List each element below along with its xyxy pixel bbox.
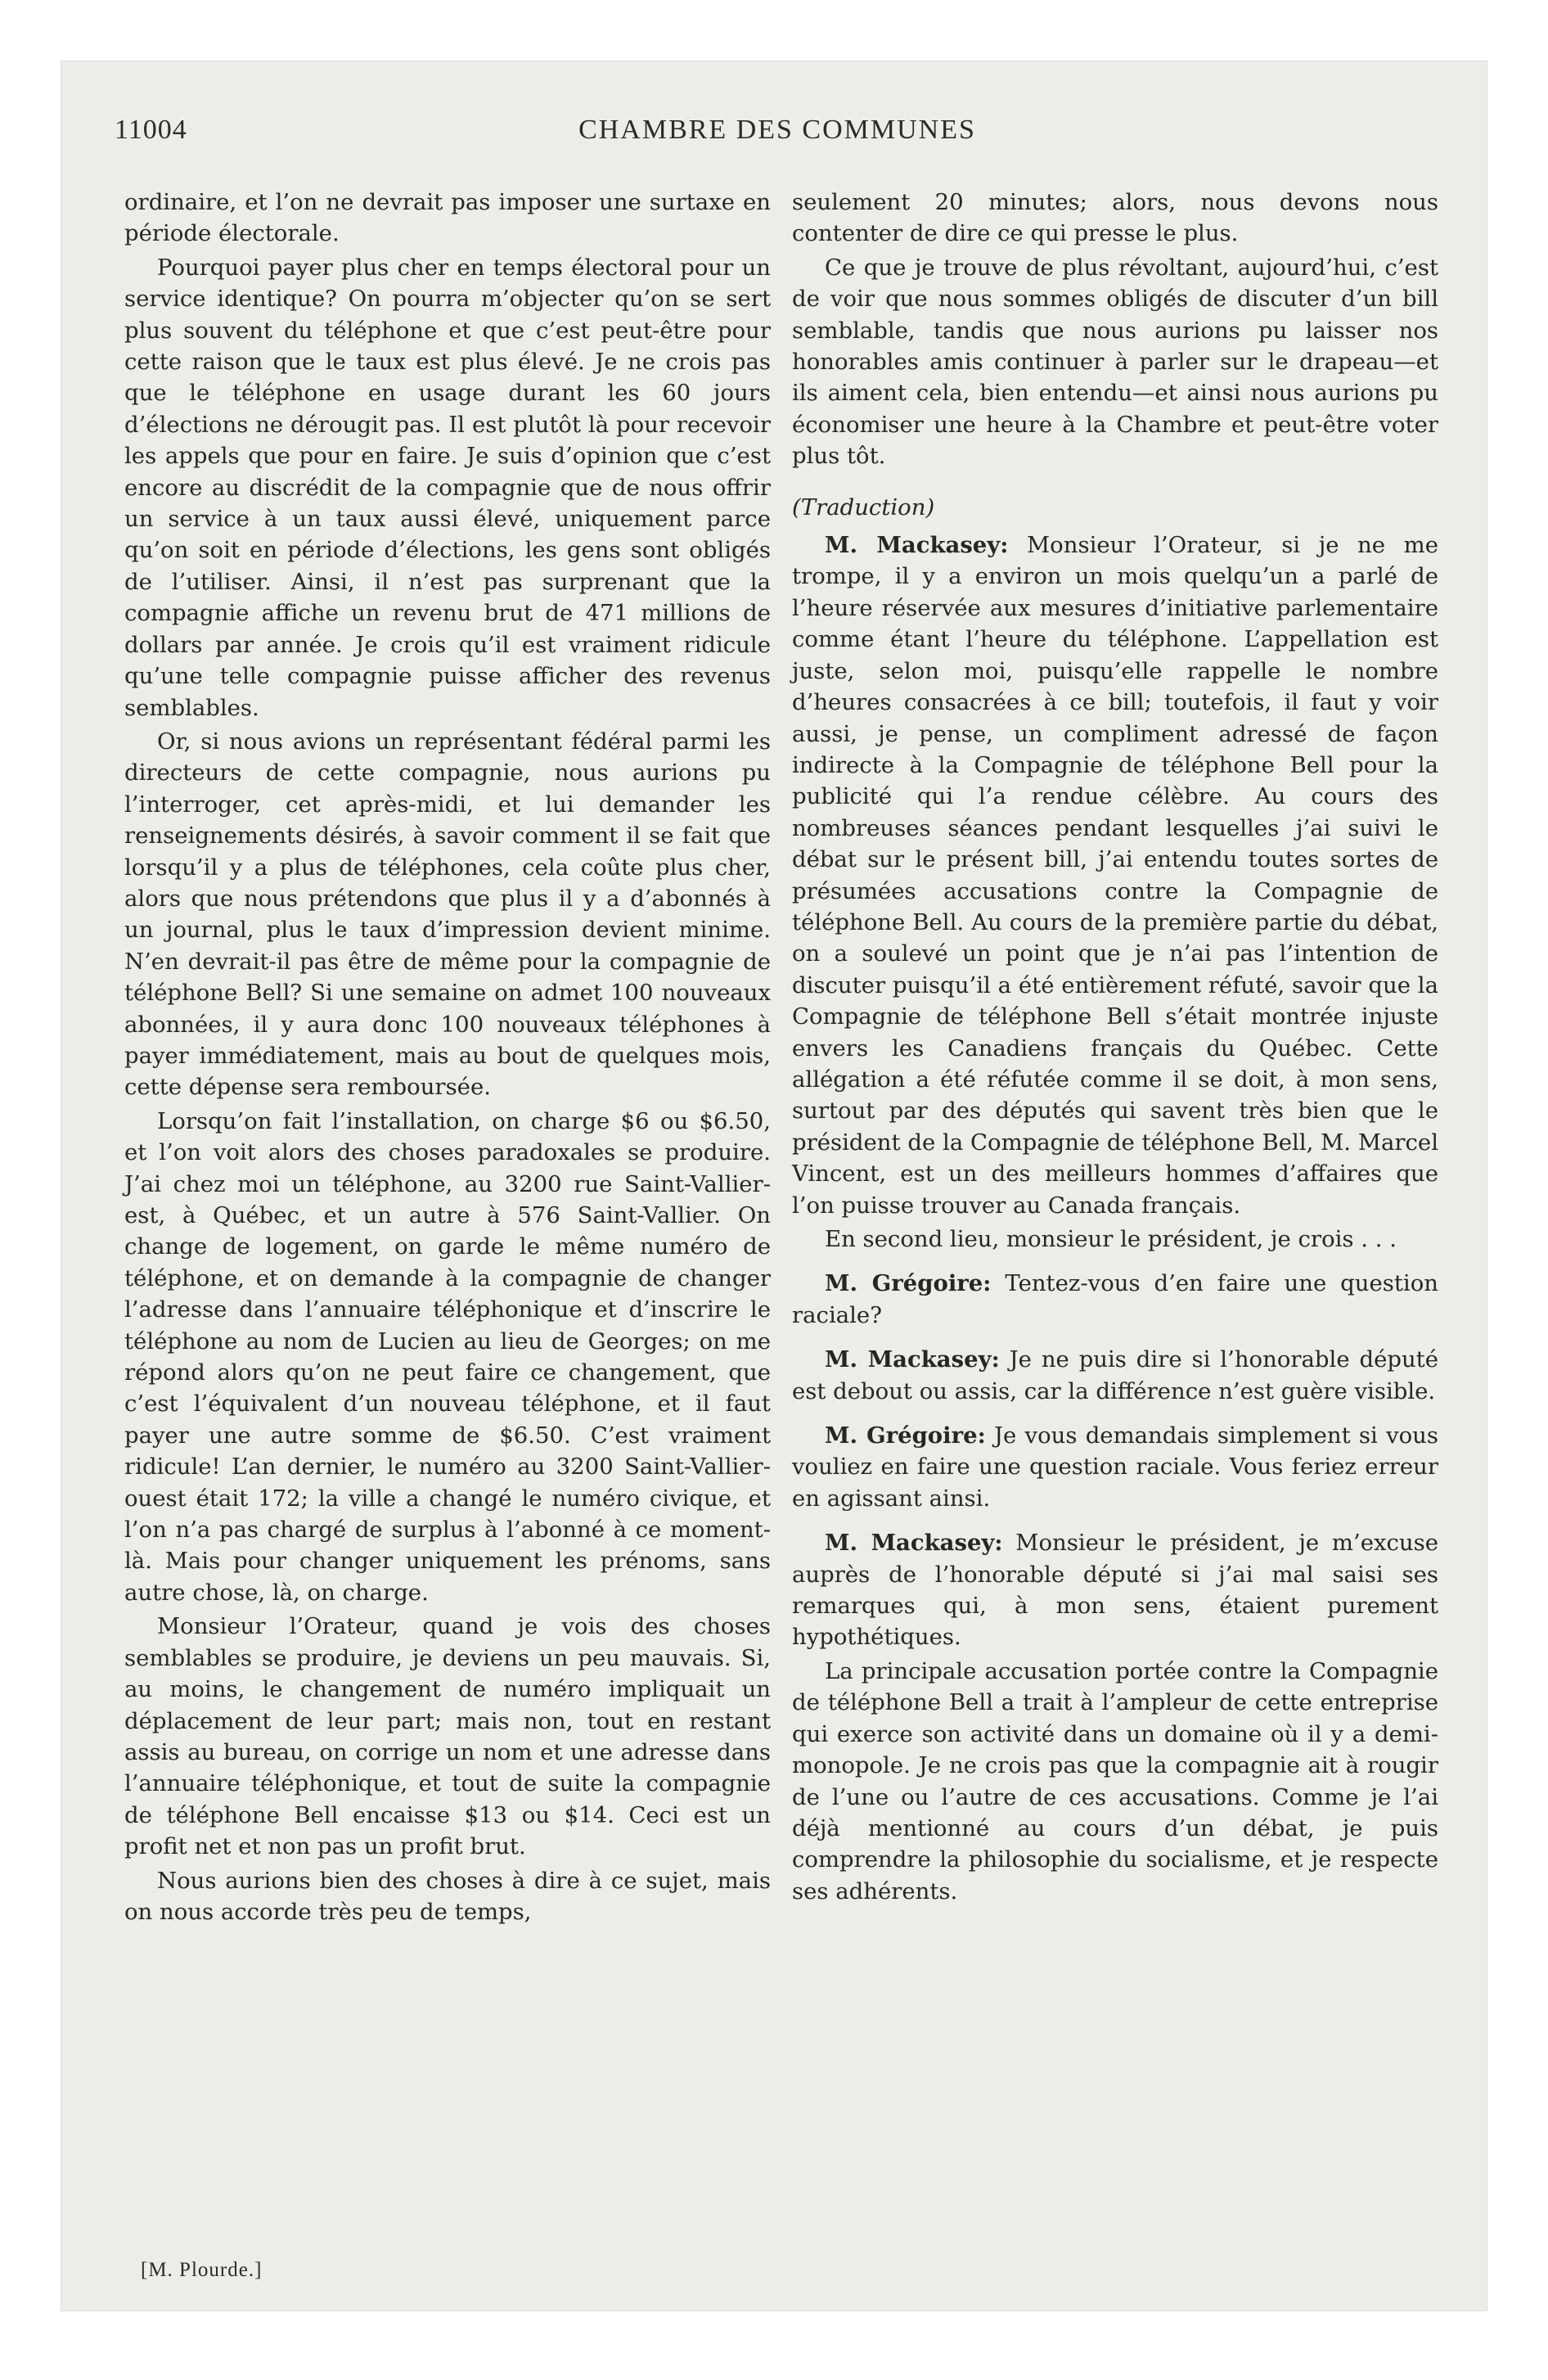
paragraph: La principale accusation portée contre la Compagnie de téléphone Bell a trait à l’ampleur de cette entreprise qui exerce son activité dans un domaine où il y a demi-monopole. Je ne crois pas que la compagnie ait à rougir de l’une ou l’autre de ces accusations. Comme je l’ai déjà mentionné au cours d’un débat, je puis comprendre la philosophie du socialisme, et je respecte ses adhérents. (792, 1657, 1438, 1904)
paragraph: Or, si nous avions un représentant fédéral parmi les directeurs de cette compagnie, nous aurions pu l’interroger, cet après-midi, et lui demander les renseignements désirés, à savoir comment il se fait que lorsqu’il y a plus de téléphones, cela coûte plus cher, alors que nous prétendons que plus il y a d’abonnés à un journal, plus le taux d’impression devient minime. N’en devrait-il pas être de même pour la compagnie de téléphone Bell? Si une semaine on admet 100 nouveaux abonnées, il y aura donc 100 nouveaux téléphones à payer immédiatement, mais au bout de quelques mois, cette dépense sera remboursée. (124, 728, 771, 1101)
speech-text: Je vous demandais simplement si vous vouliez en faire une question raciale. Vous feriez erreur en agissant ainsi. (792, 1422, 1439, 1512)
page-number: 11004 (115, 115, 187, 145)
paragraph: Nous aurions bien des choses à dire à ce sujet, mais on nous accorde très peu de temps, (124, 1867, 771, 1925)
paragraph: Pourquoi payer plus cher en temps électoral pour un service identique? On pourra m’objecter qu’on se sert plus souvent du téléphone et que c’est peut-être pour cette raison que le taux est plus élevé. Je ne crois pas que le téléphone en usage durant les 60 jours d’élections ne dérougit pas. Il est plutôt là pour recevoir les appels que pour en faire. Je suis d’opinion que c’est encore au discrédit de la compagnie que de nous offrir un service à un taux aussi élevé, uniquement parce qu’on soit en période d’élections, les gens sont obligés de l’utiliser. Ainsi, il n’est pas surprenant que la compagnie affiche un revenu brut de 471 millions de dollars par année. Je crois qu’il est vraiment ridicule qu’une telle compagnie puisse afficher des revenus semblables. (124, 254, 771, 721)
page-header-title: CHAMBRE DES COMMUNES (578, 115, 976, 145)
speech-text: Monsieur le président, je m’excuse auprès de l’honorable député si j’ai mal saisi ses remarques qui, à mon sens, étaient purement hypothétiques. (792, 1530, 1438, 1651)
speech-paragraph (792, 530, 1438, 1221)
paragraph: ordinaire, et l’on ne devrait pas imposer une surtaxe en période électorale. (124, 189, 771, 247)
paragraph: Monsieur l’Orateur, quand je vois des choses semblables se produire, je deviens un peu mauvais. Si, au moins, le changement de numéro impliquait un déplacement de leur part; mais non, tout en restant assis au bureau, on corrige un nom et une adresse dans l’annuaire téléphonique, et tout de suite la compagnie de téléphone Bell encaisse $13 ou $14. Ceci est un profit net et non pas un profit brut. (124, 1613, 771, 1860)
left-column (124, 187, 771, 1930)
speech-text: Je ne puis dire si l’honorable député est debout ou assis, car la différence n’est guère visible. (792, 1346, 1439, 1404)
speaker-name: M. Grégoire: (825, 1422, 986, 1449)
right-column (792, 187, 1438, 1909)
speaker-name: M. Mackasey: (825, 1346, 1000, 1373)
speaker-name: M. Mackasey: (825, 1530, 1003, 1557)
speaker-name: M. Grégoire: (825, 1270, 992, 1297)
speech-text: Monsieur l’Orateur, si je ne me trompe, il y a environ un mois quelqu’un a parlé de l’heure réservée aux mesures d’initiative parlementaire comme étant l’heure du téléphone. L’appellation est juste, selon moi, puisqu’elle rappelle le nombre d’heures consacrées à ce bill; toutefois, il faut y voir aussi, je pense, un compliment adressé de façon indirecte à la Compagnie de téléphone Bell pour la publicité qui l’a rendue célèbre. Au cours des nombreuses séances pendant lesquelles j’ai suivi le débat sur le présent bill, j’ai entendu toutes sortes de présumées accusations contre la Compagnie de téléphone Bell. Au cours de la première partie du débat, on a soulevé un point que je n’ai pas l’intention de discuter puisqu’il a été entièrement réfuté, savoir que la Compagnie de téléphone Bell s’était montrée injuste envers les Canadiens français du Québec. Cette allégation a été réfutée comme il se doit, à mon sens, surtout par des députés qui savent très bien que le président de la Compagnie de téléphone Bell, M. Marcel Vincent, est un des meilleurs hommes d’affaires que l’on puisse trouver au Canada français. (792, 532, 1439, 1219)
translation-note: (Traduction) (792, 494, 935, 521)
paragraph: Ce que je trouve de plus révoltant, aujourd’hui, c’est de voir que nous sommes obligés de discuter d’un bill semblable, tandis que nous aurions pu laisser nos honorables amis continuer à parler sur le drapeau—et ils aiment cela, bien entendu—et ainsi nous aurions pu économiser une heure à la Chambre et peut-être voter plus tôt. (792, 254, 1438, 470)
paragraph: En second lieu, monsieur le président, je crois . . . (825, 1226, 1397, 1252)
speech-paragraph (792, 1527, 1438, 1653)
paragraph: seulement 20 minutes; alors, nous devons nous contenter de dire ce qui presse le plus. (792, 189, 1438, 247)
speech-text: Tentez-vous d’en faire une question raciale? (792, 1270, 1438, 1328)
paragraph: Lorsqu’on fait l’installation, on charge $6 ou $6.50, et l’on voit alors des choses paradoxales se produire. J’ai chez moi un téléphone, au 3200 rue Saint-Vallier-est, à Québec, et un autre à 576 Saint-Vallier. On change de logement, on garde le même numéro de téléphone, et on demande à la compagnie de changer l’adresse dans l’annuaire téléphonique et d’inscrire le téléphone au nom de Lucien au lieu de Georges; on me répond alors qu’on ne peut faire ce changement, que c’est l’équivalent d’un nouveau téléphone, et il faut payer une autre somme de $6.50. C’est vraiment ridicule! L’an dernier, le numéro au 3200 Saint-Vallier-ouest était 172; la ville a changé le numéro civique, et l’on n’a pas chargé de surplus à l’abonné à ce moment-là. Mais pour changer uniquement les prénoms, sans autre chose, là, on charge. (124, 1107, 771, 1606)
speech-paragraph (792, 1344, 1438, 1407)
speech-paragraph (792, 1420, 1438, 1514)
speaker-name: M. Mackasey: (825, 532, 1009, 559)
speaker-reference-footnote: [M. Plourde.] (141, 2259, 263, 2281)
speech-paragraph (792, 1268, 1438, 1331)
